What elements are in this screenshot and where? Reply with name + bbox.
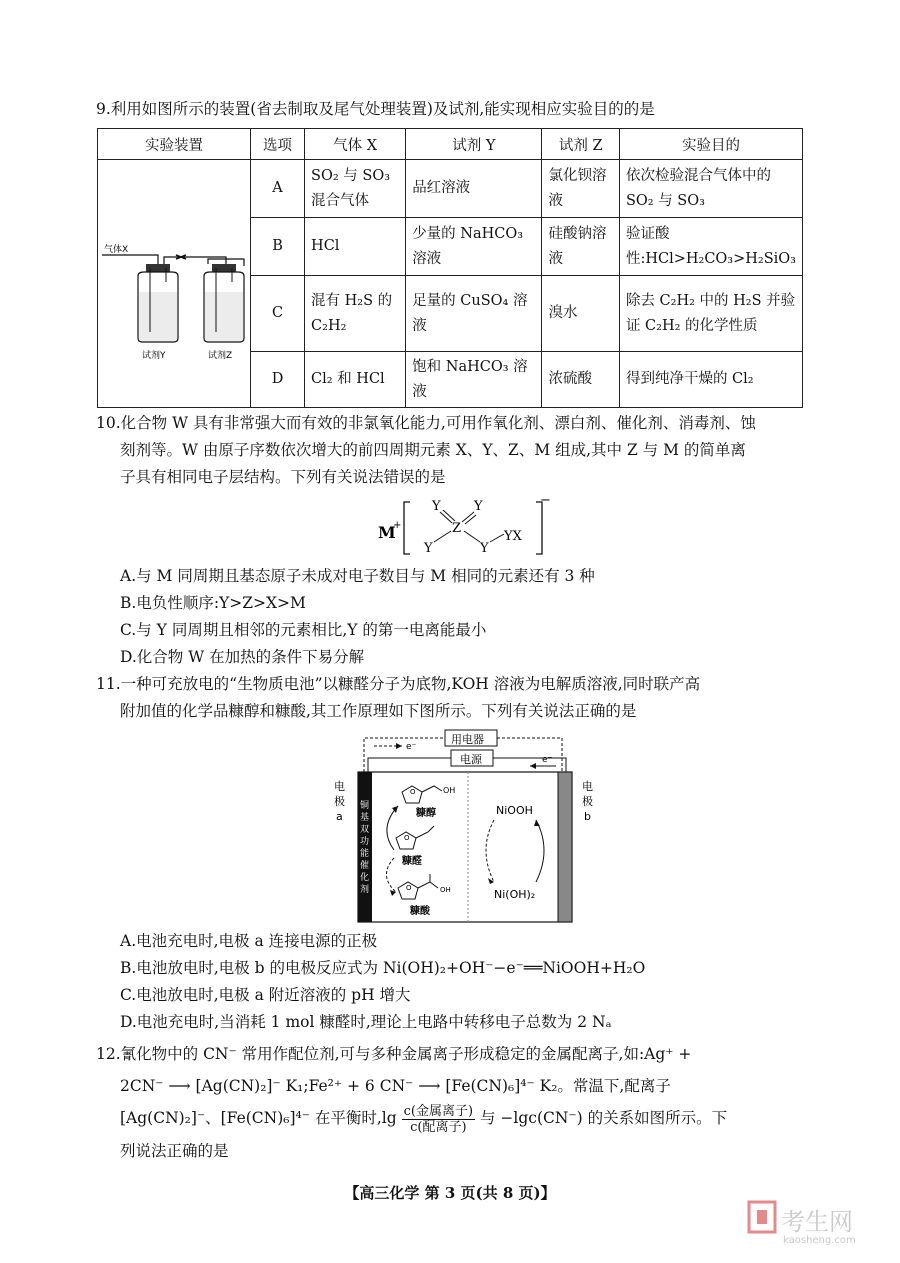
q10-option-c[interactable]: C.与 Y 同周期且相邻的元素相比,Y 的第一电离能最小 [120,621,487,639]
svg-text:双: 双 [360,825,370,835]
table-header-row [98,129,803,160]
furfural-label: 糠醛 [402,856,422,867]
fraction-numerator: c(金属离子) [403,1103,474,1119]
row-a-z: 氯化钡溶液 [542,160,619,218]
row-b-goal: 验证酸性:HCl>H₂CO₃>H₂SiO₃ [619,218,802,276]
q11-option-c[interactable]: C.电池放电时,电极 a 附近溶液的 pH 增大 [120,986,411,1004]
question-10-stem-1: 10.化合物 W 具有非常强大而有效的非氯氧化能力,可用作氧化剂、漂白剂、催化剂、消毒剂、蚀 [96,414,756,432]
svg-text:电: 电 [334,780,345,793]
oh-label-2: OH [440,886,451,894]
row-c-option: C [251,276,305,352]
svg-text:催: 催 [360,861,370,871]
apparatus-cell [98,160,251,408]
atom-z: Z [452,521,462,536]
svg-text:O: O [406,884,412,892]
row-d-option: D [251,352,305,408]
question-11-stem-1: 11.一种可充放电的“生物质电池”以糠醛分子为底物,KOH 溶液为电解质溶液,同时联产高 [96,675,701,693]
row-d-z: 浓硫酸 [542,352,619,408]
question-12-line-3 [96,1102,808,1135]
q11-option-d[interactable]: D.电池充电时,当消耗 1 mol 糠醛时,理论上电路中转移电子总数为 2 Nₐ [120,1013,612,1031]
row-c-gas: 混有 H₂S 的 C₂H₂ [305,276,406,352]
question-12-line-2: 2CN⁻ ⟶ [Ag(CN)₂]⁻ K₁;Fe²⁺ + 6 CN⁻ ⟶ [Fe(CN)₆]⁴⁻ K₂。常温下,配离子 [120,1077,671,1095]
q11-option-a[interactable]: A.电池充电时,电极 a 连接电源的正极 [120,932,378,950]
concentration-ratio-fraction [402,1104,475,1135]
electrode-a-label [334,779,345,823]
question-11 [96,671,808,725]
watermark-url: kaosheng.com [783,1235,856,1246]
battery-diagram [330,728,600,928]
svg-text:化: 化 [360,873,370,883]
electron-label-2: e⁻ [542,755,553,765]
svg-text:电: 电 [582,780,593,793]
header-reagent-z: 试剂 Z [542,129,619,160]
svg-text:功: 功 [360,837,370,847]
device-label: 用电器 [451,733,484,746]
atom-y-2: Y [474,499,483,514]
page-footer: 【高三化学 第 3 页(共 8 页)】 [344,1184,556,1202]
header-goal: 实验目的 [619,129,802,160]
svg-text:a: a [336,810,343,823]
header-option: 选项 [251,129,305,160]
question-12-line-3b: 与 −lgc(CN⁻) 的关系如图所示。下 [479,1109,728,1127]
furoic-acid-label: 糠酸 [410,906,430,917]
experiment-table [97,128,803,408]
question-10-stem-2: 刻剂等。W 由原子序数依次增大的前四周期元素 X、Y、Z、M 组成,其中 Z 与 M 的简单离 [120,441,746,459]
row-a-gas: SO₂ 与 SO₃ 混合气体 [305,160,406,218]
table-row [98,160,803,218]
atom-y-1: Y [432,499,441,514]
row-a-goal: 依次检验混合气体中的 SO₂ 与 SO₃ [619,160,802,218]
row-c-goal: 除去 C₂H₂ 中的 H₂S 并验证 C₂H₂ 的化学性质 [619,276,802,352]
svg-text:O: O [410,788,416,796]
bottle-2-label: 试剂Z [208,351,233,361]
svg-text:基: 基 [360,813,370,823]
electrode-b-label [582,779,593,823]
header-reagent-y: 试剂 Y [406,129,542,160]
q10-option-d[interactable]: D.化合物 W 在加热的条件下易分解 [120,648,365,666]
svg-text:O: O [404,834,410,842]
row-d-goal: 得到纯净干燥的 Cl₂ [619,352,802,408]
apparatus-diagram [98,164,250,394]
row-a-y: 品红溶液 [406,160,542,218]
row-a-option: A [251,160,305,218]
question-12-line-4: 列说法正确的是 [120,1141,229,1160]
gas-x-label: 气体X [104,245,129,255]
question-12-line-1: 12.氰化物中的 CN⁻ 常用作配位剂,可与多种金属离子形成稳定的金属配离子,如:Ag⁺ + [96,1045,692,1063]
fraction-denominator: c(配离子) [410,1119,467,1135]
row-d-y: 饱和 NaHCO₃ 溶液 [406,352,542,408]
svg-text:剂: 剂 [360,885,370,895]
question-10 [96,410,808,491]
question-12-line-3a: [Ag(CN)₂]⁻、[Fe(CN)₆]⁴⁻ 在平衡时,lg [120,1109,397,1127]
watermark-name: 考生网 [781,1208,853,1236]
question-9-stem: 9.利用如图所示的装置(省去制取及尾气处理装置)及试剂,能实现相应实验目的的是 [96,100,655,118]
electrolytic-cell [358,772,572,922]
nioh2-label: Ni(OH)₂ [494,888,536,901]
svg-text:+: + [393,520,402,531]
svg-text:−: − [540,493,551,508]
svg-text:能: 能 [360,849,370,859]
power-source-label: 电源 [460,753,482,766]
compound-w-structure [376,493,551,560]
row-c-z: 溴水 [542,276,619,352]
row-b-option: B [251,218,305,276]
atom-y-4: Y [480,541,489,556]
svg-text:极: 极 [334,795,345,808]
electrode-b [558,772,572,922]
cation-m: M [378,523,396,542]
row-d-gas: Cl₂ 和 HCl [305,352,406,408]
row-b-y: 少量的 NaHCO₃ 溶液 [406,218,542,276]
question-10-options [96,563,808,671]
question-9 [96,96,808,123]
niooh-label: NiOOH [496,804,533,817]
furfuryl-alcohol-label: 糠醇 [416,808,436,819]
question-12 [96,1038,808,1167]
header-apparatus: 实验装置 [98,129,251,160]
atom-y-3: Y [424,541,433,556]
oh-label-1: OH [443,786,456,795]
svg-text:铜: 铜 [360,801,370,811]
q10-option-a[interactable]: A.与 M 同周期且基态原子未成对电子数目与 M 相同的元素还有 3 种 [120,567,595,585]
q11-option-b[interactable]: B.电池放电时,电极 b 的电极反应式为 Ni(OH)₂+OH⁻−e⁻══NiOOH+H₂O [120,959,646,977]
row-c-y: 足量的 CuSO₄ 溶液 [406,276,542,352]
kaosheng-watermark-logo [745,1196,885,1246]
row-b-z: 硅酸钠溶液 [542,218,619,276]
q10-option-b[interactable]: B.电负性顺序:Y>Z>X>M [120,594,306,612]
question-10-stem-3: 子具有相同电子层结构。下列有关说法错误的是 [120,468,446,486]
question-11-stem-2: 附加值的化学品糠醇和糠酸,其工作原理如下图所示。下列有关说法正确的是 [120,702,637,720]
electron-label-1: e⁻ [406,742,417,752]
header-gas-x: 气体 X [305,129,406,160]
group-yx: YX [504,529,522,544]
electrode-a [358,772,372,922]
row-b-gas: HCl [305,218,406,276]
svg-text:极: 极 [582,795,593,808]
svg-text:b: b [584,810,591,823]
question-11-options [96,928,808,1036]
bottle-1-label: 试剂Y [142,351,166,361]
